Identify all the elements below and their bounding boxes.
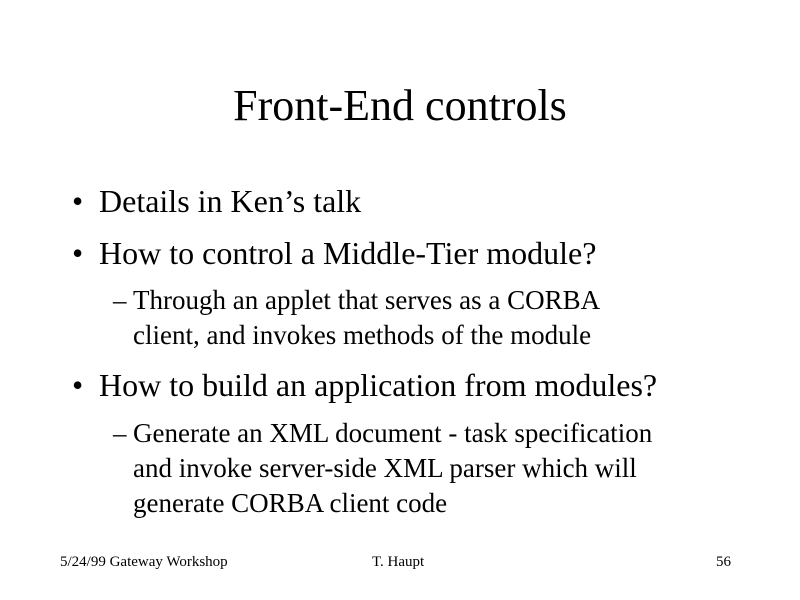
dash-icon: –	[113, 285, 127, 315]
dash-icon: –	[113, 418, 127, 448]
sub-bullet-line: Through an applet that serves as a CORBA	[133, 285, 601, 315]
bullet-text: Details in Ken’s talk	[99, 183, 362, 219]
sub-bullet-item-2	[113, 416, 652, 521]
bullet-icon: •	[72, 367, 84, 403]
bullet-icon: •	[72, 183, 84, 219]
bullet-text: How to build an application from modules?	[99, 367, 658, 403]
sub-bullet-line: client, and invokes methods of the module	[133, 320, 592, 350]
sub-bullet-line: and invoke server-side XML parser which will	[133, 453, 637, 483]
sub-bullet-line: Generate an XML document - task specification	[133, 418, 653, 448]
bullet-text: How to control a Middle-Tier module?	[99, 235, 597, 271]
slide-number: 56	[716, 554, 731, 570]
footer-author: T. Haupt	[372, 554, 425, 570]
bullet-icon: •	[72, 235, 84, 271]
slide-title: Front-End controls	[233, 81, 567, 130]
sub-bullet-line: generate CORBA client code	[133, 488, 448, 518]
sub-bullet-item-1	[113, 283, 600, 353]
footer-date-event: 5/24/99 Gateway Workshop	[60, 554, 228, 570]
